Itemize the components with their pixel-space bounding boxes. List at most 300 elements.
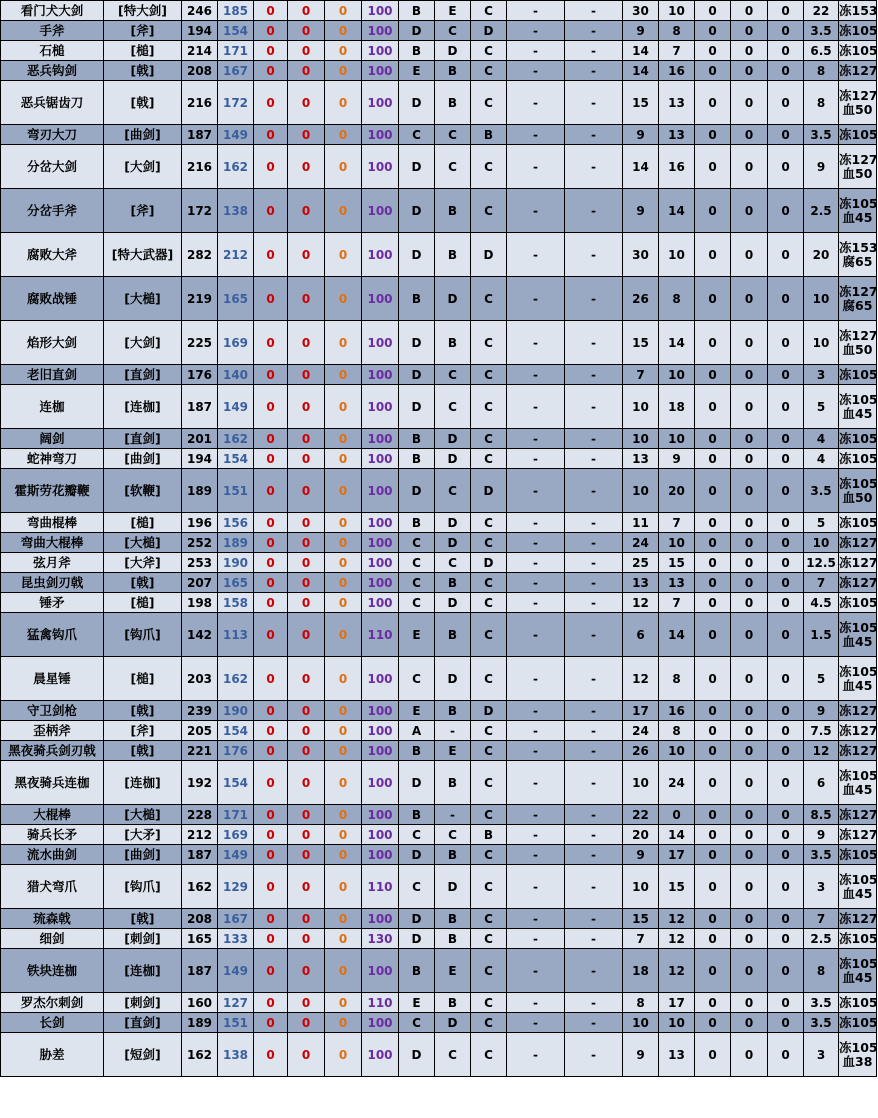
cell-e3: 0	[325, 825, 362, 845]
cell-e4: 100	[362, 1013, 399, 1033]
cell-wt2: 0	[695, 1013, 731, 1033]
table-row	[1, 533, 877, 553]
cell-wt2: 0	[695, 741, 731, 761]
cell-x2: 0	[768, 365, 804, 385]
cell-e4: 110	[362, 993, 399, 1013]
cell-str: B	[435, 909, 471, 929]
cell-guard: C	[399, 593, 435, 613]
status-effect-value: 血45	[842, 969, 873, 985]
cell-s1: 190	[218, 701, 254, 721]
cell-arc: 6	[623, 613, 659, 657]
cell-x2: 0	[768, 909, 804, 929]
cell-status-effect	[839, 949, 877, 993]
cell-s1: 149	[218, 385, 254, 429]
cell-int: -	[507, 321, 565, 365]
cell-e1: 0	[254, 1013, 288, 1033]
cell-e4: 100	[362, 573, 399, 593]
cell-dex: C	[471, 189, 507, 233]
cell-e2: 0	[288, 385, 325, 429]
cell-type: [特大武器]	[104, 233, 182, 277]
cell-type: [戟]	[104, 61, 182, 81]
cell-e1: 0	[254, 613, 288, 657]
cell-e2: 0	[288, 613, 325, 657]
cell-s1: 169	[218, 321, 254, 365]
cell-s1: 212	[218, 233, 254, 277]
cell-int: -	[507, 701, 565, 721]
cell-guard: C	[399, 553, 435, 573]
cell-str: C	[435, 825, 471, 845]
cell-e1: 0	[254, 277, 288, 321]
cell-arc: 10	[623, 469, 659, 513]
cell-guard: C	[399, 573, 435, 593]
cell-e3: 0	[325, 613, 362, 657]
cell-type: [连枷]	[104, 949, 182, 993]
cell-int: -	[507, 761, 565, 805]
cell-dex: C	[471, 41, 507, 61]
cell-wt2: 0	[695, 1033, 731, 1077]
table-row	[1, 865, 877, 909]
cell-dex: C	[471, 909, 507, 929]
cell-str: B	[435, 929, 471, 949]
cell-arc: 30	[623, 233, 659, 277]
cell-dex: C	[471, 1033, 507, 1077]
cell-wt1: 10	[659, 741, 695, 761]
table-row	[1, 469, 877, 513]
cell-wt1: 15	[659, 553, 695, 573]
cell-s1: 113	[218, 613, 254, 657]
cell-x1: 0	[731, 189, 768, 233]
cell-wt1: 8	[659, 657, 695, 701]
cell-x3: 8.5	[804, 805, 839, 825]
table-row	[1, 513, 877, 533]
cell-arc: 24	[623, 721, 659, 741]
cell-type: [钩爪]	[104, 865, 182, 909]
cell-e2: 0	[288, 909, 325, 929]
status-effect-value: 血45	[842, 209, 873, 225]
cell-x1: 0	[731, 573, 768, 593]
cell-e2: 0	[288, 741, 325, 761]
cell-name: 霍斯劳花瓣鞭	[1, 469, 104, 513]
cell-wt2: 0	[695, 613, 731, 657]
cell-int: -	[507, 1013, 565, 1033]
cell-fai: -	[565, 81, 623, 125]
cell-e4: 100	[362, 145, 399, 189]
cell-e1: 0	[254, 909, 288, 929]
cell-int: -	[507, 125, 565, 145]
cell-e1: 0	[254, 593, 288, 613]
cell-name: 长剑	[1, 1013, 104, 1033]
cell-dex: C	[471, 385, 507, 429]
cell-atk: 201	[182, 429, 218, 449]
cell-e3: 0	[325, 81, 362, 125]
cell-dex: D	[471, 233, 507, 277]
cell-str: D	[435, 449, 471, 469]
cell-name: 歪柄斧	[1, 721, 104, 741]
cell-guard: B	[399, 1, 435, 21]
cell-type: [直剑]	[104, 365, 182, 385]
cell-atk: 165	[182, 929, 218, 949]
cell-e2: 0	[288, 365, 325, 385]
cell-wt2: 0	[695, 761, 731, 805]
cell-e1: 0	[254, 865, 288, 909]
cell-e1: 0	[254, 761, 288, 805]
cell-e2: 0	[288, 513, 325, 533]
cell-status-effect	[839, 825, 877, 845]
cell-e2: 0	[288, 573, 325, 593]
cell-guard: C	[399, 657, 435, 701]
cell-e2: 0	[288, 145, 325, 189]
cell-guard: B	[399, 429, 435, 449]
cell-fai: -	[565, 533, 623, 553]
cell-type: [曲剑]	[104, 125, 182, 145]
cell-x1: 0	[731, 657, 768, 701]
cell-arc: 30	[623, 1, 659, 21]
cell-e2: 0	[288, 825, 325, 845]
cell-arc: 10	[623, 385, 659, 429]
status-effect-value: 冻105	[839, 366, 878, 382]
cell-name: 锤矛	[1, 593, 104, 613]
cell-e4: 100	[362, 845, 399, 865]
cell-arc: 26	[623, 741, 659, 761]
cell-wt1: 14	[659, 189, 695, 233]
status-effect-value: 冻127	[839, 554, 878, 570]
table-body	[1, 1, 877, 1077]
cell-x3: 4	[804, 429, 839, 449]
cell-arc: 14	[623, 145, 659, 189]
cell-fai: -	[565, 125, 623, 145]
cell-type: [大斧]	[104, 553, 182, 573]
cell-e4: 110	[362, 613, 399, 657]
cell-x1: 0	[731, 81, 768, 125]
cell-x2: 0	[768, 613, 804, 657]
cell-int: -	[507, 949, 565, 993]
cell-x1: 0	[731, 145, 768, 189]
cell-str: C	[435, 21, 471, 41]
cell-int: -	[507, 429, 565, 449]
cell-e3: 0	[325, 1, 362, 21]
cell-e2: 0	[288, 949, 325, 993]
status-effect-value: 冻127	[839, 910, 878, 926]
cell-atk: 194	[182, 449, 218, 469]
cell-atk: 216	[182, 81, 218, 125]
cell-e2: 0	[288, 189, 325, 233]
cell-e1: 0	[254, 365, 288, 385]
cell-e2: 0	[288, 233, 325, 277]
cell-status-effect	[839, 125, 877, 145]
cell-e3: 0	[325, 189, 362, 233]
cell-wt2: 0	[695, 573, 731, 593]
cell-name: 昆虫剑刃戟	[1, 573, 104, 593]
cell-e3: 0	[325, 21, 362, 41]
table-row	[1, 593, 877, 613]
cell-x1: 0	[731, 1, 768, 21]
status-effect-value: 冻105	[839, 930, 878, 946]
cell-name: 流水曲剑	[1, 845, 104, 865]
cell-wt1: 18	[659, 385, 695, 429]
cell-guard: E	[399, 61, 435, 81]
cell-type: [曲剑]	[104, 845, 182, 865]
cell-e3: 0	[325, 429, 362, 449]
cell-status-effect	[839, 1, 877, 21]
cell-e3: 0	[325, 385, 362, 429]
cell-s1: 165	[218, 277, 254, 321]
cell-int: -	[507, 189, 565, 233]
cell-fai: -	[565, 277, 623, 321]
cell-wt2: 0	[695, 929, 731, 949]
cell-x2: 0	[768, 277, 804, 321]
cell-e4: 100	[362, 125, 399, 145]
cell-status-effect	[839, 993, 877, 1013]
cell-dex: C	[471, 993, 507, 1013]
cell-status-effect	[839, 429, 877, 449]
cell-atk: 160	[182, 993, 218, 1013]
cell-e3: 0	[325, 469, 362, 513]
cell-dex: C	[471, 865, 507, 909]
cell-wt2: 0	[695, 909, 731, 929]
cell-str: D	[435, 41, 471, 61]
cell-x1: 0	[731, 21, 768, 41]
cell-e4: 100	[362, 657, 399, 701]
cell-status-effect	[839, 657, 877, 701]
table-row	[1, 721, 877, 741]
cell-x2: 0	[768, 1, 804, 21]
cell-e2: 0	[288, 429, 325, 449]
cell-arc: 14	[623, 41, 659, 61]
cell-type: [大剑]	[104, 145, 182, 189]
cell-atk: 252	[182, 533, 218, 553]
cell-fai: -	[565, 845, 623, 865]
cell-x2: 0	[768, 21, 804, 41]
cell-type: [戟]	[104, 909, 182, 929]
cell-x3: 8	[804, 81, 839, 125]
cell-e4: 100	[362, 277, 399, 321]
cell-wt2: 0	[695, 993, 731, 1013]
cell-e4: 100	[362, 825, 399, 845]
cell-int: -	[507, 929, 565, 949]
cell-e2: 0	[288, 125, 325, 145]
cell-s1: 158	[218, 593, 254, 613]
cell-status-effect	[839, 277, 877, 321]
table-row	[1, 125, 877, 145]
cell-arc: 12	[623, 593, 659, 613]
cell-e3: 0	[325, 865, 362, 909]
cell-int: -	[507, 741, 565, 761]
cell-str: B	[435, 993, 471, 1013]
cell-wt2: 0	[695, 805, 731, 825]
cell-int: -	[507, 573, 565, 593]
cell-e4: 100	[362, 909, 399, 929]
cell-status-effect	[839, 233, 877, 277]
cell-e1: 0	[254, 145, 288, 189]
cell-fai: -	[565, 909, 623, 929]
cell-str: D	[435, 277, 471, 321]
cell-fai: -	[565, 449, 623, 469]
cell-e2: 0	[288, 593, 325, 613]
cell-arc: 24	[623, 533, 659, 553]
cell-e4: 100	[362, 429, 399, 449]
cell-fai: -	[565, 385, 623, 429]
cell-wt1: 8	[659, 277, 695, 321]
status-effect-value: 血45	[842, 633, 873, 649]
cell-e1: 0	[254, 385, 288, 429]
cell-arc: 26	[623, 277, 659, 321]
cell-x1: 0	[731, 277, 768, 321]
cell-atk: 239	[182, 701, 218, 721]
cell-str: -	[435, 805, 471, 825]
cell-s1: 171	[218, 41, 254, 61]
cell-e4: 100	[362, 701, 399, 721]
cell-wt2: 0	[695, 321, 731, 365]
table-row	[1, 1, 877, 21]
cell-int: -	[507, 469, 565, 513]
cell-x2: 0	[768, 81, 804, 125]
cell-x2: 0	[768, 845, 804, 865]
cell-type: [槌]	[104, 657, 182, 701]
cell-s1: 162	[218, 429, 254, 449]
cell-e3: 0	[325, 761, 362, 805]
cell-e1: 0	[254, 721, 288, 741]
cell-arc: 9	[623, 189, 659, 233]
cell-e2: 0	[288, 1013, 325, 1033]
cell-wt2: 0	[695, 593, 731, 613]
cell-status-effect	[839, 21, 877, 41]
status-effect-value: 冻127	[839, 702, 878, 718]
cell-arc: 10	[623, 429, 659, 449]
cell-str: B	[435, 701, 471, 721]
cell-guard: D	[399, 385, 435, 429]
cell-wt2: 0	[695, 61, 731, 81]
cell-guard: E	[399, 613, 435, 657]
cell-e4: 100	[362, 761, 399, 805]
table-row	[1, 805, 877, 825]
cell-atk: 228	[182, 805, 218, 825]
cell-status-effect	[839, 1013, 877, 1033]
cell-int: -	[507, 277, 565, 321]
cell-name: 阔剑	[1, 429, 104, 449]
cell-int: -	[507, 365, 565, 385]
table-row	[1, 277, 877, 321]
table-row	[1, 385, 877, 429]
status-effect-value: 冻105	[839, 594, 878, 610]
cell-wt2: 0	[695, 189, 731, 233]
cell-int: -	[507, 1033, 565, 1077]
cell-e1: 0	[254, 553, 288, 573]
status-effect-value: 冻127	[839, 327, 878, 343]
cell-x3: 6	[804, 761, 839, 805]
cell-dex: C	[471, 845, 507, 865]
cell-dex: C	[471, 81, 507, 125]
cell-dex: B	[471, 825, 507, 845]
cell-guard: E	[399, 701, 435, 721]
cell-wt2: 0	[695, 125, 731, 145]
cell-guard: B	[399, 277, 435, 321]
cell-wt1: 12	[659, 929, 695, 949]
cell-wt2: 0	[695, 721, 731, 741]
cell-x1: 0	[731, 761, 768, 805]
table-row	[1, 701, 877, 721]
cell-wt1: 13	[659, 81, 695, 125]
cell-dex: C	[471, 1013, 507, 1033]
cell-x1: 0	[731, 613, 768, 657]
cell-guard: D	[399, 469, 435, 513]
cell-type: [直剑]	[104, 429, 182, 449]
cell-fai: -	[565, 721, 623, 741]
cell-wt1: 14	[659, 321, 695, 365]
cell-name: 分岔手斧	[1, 189, 104, 233]
cell-type: [大槌]	[104, 277, 182, 321]
cell-e1: 0	[254, 125, 288, 145]
status-effect-value: 冻105	[839, 846, 878, 862]
cell-int: -	[507, 513, 565, 533]
table-row	[1, 321, 877, 365]
cell-x1: 0	[731, 845, 768, 865]
cell-x3: 5	[804, 657, 839, 701]
cell-status-effect	[839, 145, 877, 189]
cell-str: B	[435, 81, 471, 125]
cell-name: 胁差	[1, 1033, 104, 1077]
cell-type: [槌]	[104, 513, 182, 533]
cell-x1: 0	[731, 365, 768, 385]
cell-int: -	[507, 41, 565, 61]
cell-x2: 0	[768, 385, 804, 429]
cell-guard: C	[399, 533, 435, 553]
status-effect-value: 冻127	[839, 534, 878, 550]
cell-e4: 100	[362, 949, 399, 993]
cell-x1: 0	[731, 449, 768, 469]
cell-e2: 0	[288, 321, 325, 365]
cell-wt2: 0	[695, 385, 731, 429]
cell-arc: 25	[623, 553, 659, 573]
cell-name: 石槌	[1, 41, 104, 61]
cell-e3: 0	[325, 125, 362, 145]
cell-dex: D	[471, 21, 507, 41]
cell-s1: 151	[218, 469, 254, 513]
cell-e1: 0	[254, 513, 288, 533]
cell-name: 琉森戟	[1, 909, 104, 929]
cell-e2: 0	[288, 865, 325, 909]
cell-status-effect	[839, 469, 877, 513]
cell-s1: 169	[218, 825, 254, 845]
cell-dex: C	[471, 657, 507, 701]
cell-x3: 10	[804, 321, 839, 365]
cell-e2: 0	[288, 701, 325, 721]
table-row	[1, 41, 877, 61]
cell-arc: 9	[623, 1033, 659, 1077]
cell-fai: -	[565, 613, 623, 657]
cell-dex: B	[471, 125, 507, 145]
cell-dex: C	[471, 593, 507, 613]
cell-int: -	[507, 21, 565, 41]
cell-e2: 0	[288, 761, 325, 805]
cell-guard: D	[399, 145, 435, 189]
cell-wt2: 0	[695, 513, 731, 533]
cell-str: C	[435, 1033, 471, 1077]
cell-e3: 0	[325, 513, 362, 533]
cell-s1: 138	[218, 1033, 254, 1077]
cell-arc: 13	[623, 573, 659, 593]
cell-atk: 189	[182, 469, 218, 513]
cell-x1: 0	[731, 805, 768, 825]
cell-e2: 0	[288, 21, 325, 41]
cell-type: [连枷]	[104, 761, 182, 805]
cell-x1: 0	[731, 721, 768, 741]
cell-int: -	[507, 533, 565, 553]
cell-guard: D	[399, 1033, 435, 1077]
cell-wt1: 17	[659, 993, 695, 1013]
cell-name: 蛇神弯刀	[1, 449, 104, 469]
cell-x3: 3.5	[804, 1013, 839, 1033]
cell-e2: 0	[288, 277, 325, 321]
